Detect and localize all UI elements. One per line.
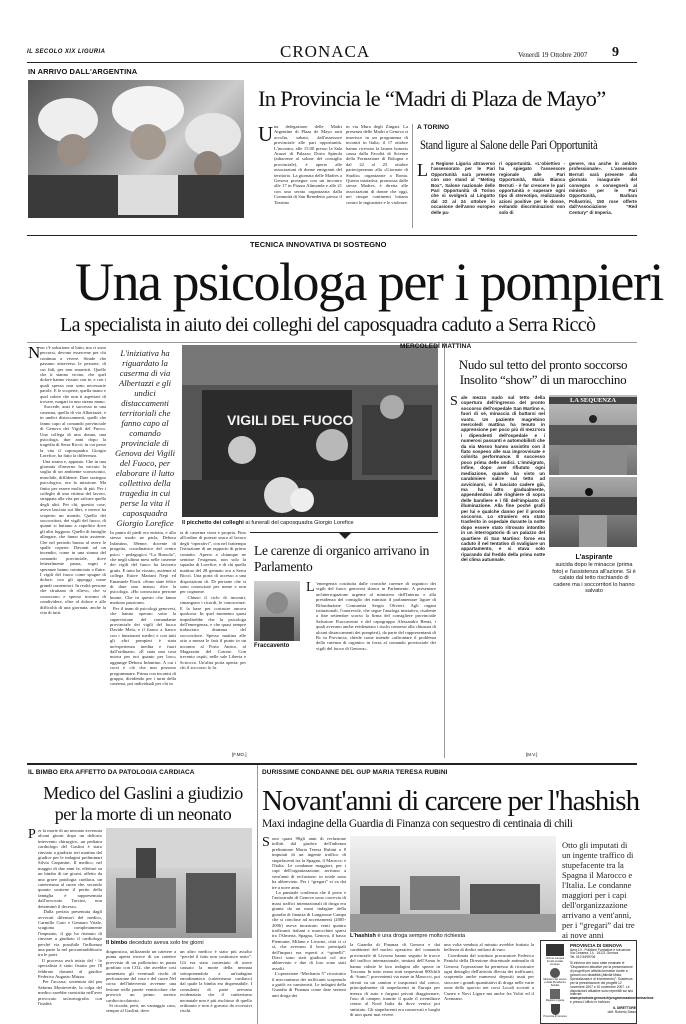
firetruck-graphic — [182, 345, 438, 517]
parlamento-body: 'emergenza costituita dalle croniche carenze di organico dei vigili del fuoco genovesi sbarca in Parlamento. A presentare un'interrogazione urgente al ministero dell'Interno e alla presidenza del consiglio dei ministri il parlamentare ligure di Rifondazione Comunista Sergio Olivieri. Agli organi istituzionali, l'onorevole, che segue l'analoga iniziativa, risalente a fine settembre scorso la firma del consigliere provinciale Salvatore Fraccavento e del capogruppo Alessandro Benzi, i quali avevano anche evidenziato i rischi connessi alla chiusura di alcuni distaccamenti dei pompieri), da parte del rappresentanti di Rc in Provincia, chiede come intende «affrontare il problema della carenza di organico in forza al comando provinciale dei vigili del fuoco di Genova». — [316, 581, 438, 651]
sequenza-caption — [551, 553, 637, 595]
story1-kicker: IN ARRIVO DALL'ARGENTINA — [28, 67, 138, 76]
firefighters-caption — [182, 520, 438, 526]
sequenza-label: LA SEQUENZA — [549, 397, 637, 404]
hashish-photo — [350, 836, 556, 932]
ad-dept: Area 10 - Politiche Formative e Istruzione — [570, 947, 631, 952]
story2-col3: ta di caserma viera e propria. Fino all'ordine di poterai seara al lavoro degli “operativi”, con nel frattempo l'istruzione di un rapporto di primo contatto. Aperto a chiunque ne sentisse l'esigenza, non solo la squadra di Lorefice, e di chi quella mattina del 28 gennaio era a Serra Riccò. Una porta di accesso a una disposizioni di. Di persone che si sono conosciute per nome e non per cognome. Chiuso il ciclo di incontri, rimangono i ricordi, le conoscenze. E la base per costruire ancora qualcosa. In quel momento quasi impedirebbe che la psicologa dell'emergenza, e che quasi sempre tralasciato dramma del soccorritore. Spesso mattina alle otto a mezza le farà il punto in un incontro al Porto Antico, al Magazzini del Cotone. Con trecento ospiti, nelle sale Liberta e Scirocco. Un'altra porta aperta; per chi il soccorso lo fa. — [180, 530, 246, 671]
story4-pullquote: Otto gli imputati di un ingente traffico di stupefacente tra la Spagna il Marocco e l'Italia. Le condanne maggiori per i capi dell'organizzazione arrivano a vent'anni, per i “gregari” dai tre ai nove anni — [562, 840, 635, 940]
sequenza-kicker: MERCOLEDÌ MATTINA — [400, 343, 472, 350]
story2-quote: L'iniziativa ha riguardato la caserma di via Albertazzi e gli undici distaccamenti territoriali che fanno capo al comando provinciale di Genova dei Vigili del Fuoco, per elaborare il lutto collettivo della tragedia in cui perse la vita il caposquadra Giorgio Lorefice — [115, 348, 175, 528]
section-title: CRONACA — [280, 42, 371, 61]
story2-headline: Una psicologa per i pompieri — [75, 252, 663, 312]
ad-address: Via Cesarea, 14 - 16121 Genova — [570, 951, 619, 956]
story2-kicker: TECNICA INNOVATIVA DI SOSTEGNO — [250, 240, 387, 249]
hashish-caption — [350, 933, 556, 939]
story4-subhead: Maxi indagine della Guardia di Finanza con sequestro di centinaia di chili — [262, 818, 573, 830]
fraccavento-name: Fraccavento — [254, 643, 290, 649]
ad-logo1: Unione europea Fondo sociale europeo — [545, 957, 565, 966]
ministry-emblem-icon — [550, 968, 560, 978]
ad-logo-column — [543, 943, 567, 1023]
torino-col2: ri opportunità. «L'obiettivo - ha spiegato l'assessore regionale alle Pari Opportunità, Maria Bianca Berruti - è far crescere le pari opportunità e superare ogni tipo di stereotipo, realizzando azioni positive per le donne, evitando discriminazioni non solo di — [499, 161, 567, 215]
sequenza-photo-2 — [549, 477, 637, 547]
sequenza-signature: [M.V.] — [526, 752, 538, 757]
page-date: Venerdì 19 Ottobre 2007 — [518, 51, 588, 59]
story1-headline: In Provincia le “Madri di Plaza de Mayo” — [258, 86, 606, 111]
gaslini-caption — [106, 940, 252, 946]
truck-text: VIGILI DEL FUOCO — [227, 412, 354, 428]
hospital-graphic-2 — [549, 477, 637, 547]
story4-col3: una volta venduta al minuto avrebbe fruttato la bellezza di dodici milioni di euro. Coordinata dal sostituto procuratore Federico Panichi della Direzione distrettuale antimafia di Genova, l'operazione ha permesso di ricostruire ogni dettaglio dell'attività illecita dei trafficanti, scoprendo anche numerosi depositi usati per stoccare i grandi quantitativi di droga nelle varie zone dello spaccio nei corsi Locali scovati a Cuneo e Novi Ligure ma anche fra Voltri ed il Arenzano. — [444, 942, 534, 1002]
story3-dropcap: P — [28, 827, 36, 842]
story2-col1: on c'è soluzione al lutto, ma ci sono percorsi, devono essercene per chi continua a vivere. Strade che passano attraverso le persone, di cui fidi, per non smarrirti. Quelle che ti stanno vicino, che quel dolore hanno vissuto con te, e con i quali spesso non sono necessarie parole. E le scoperte, quella mano e quel calore che non ti aspettavi di trovare, magari in uno strano mano. Succede, anzi è successo in una caserma, quella di via Albertazzi, e in undici distaccamenti, quelli che fanno capo al comando provinciale di Genova dei Vigili del Fuoco. Una collega di una donna, una psicologa, due anni dopo la tragedia di Serra Riccò, in cui perse la vita il caposquadra Giorgio Lorefice, ha fatto la differenza. Una strana e, appunto. Che in una giornata d'inverno ha varcato la soglia di un ambiente sconosciuto, maschile, diffidente. Dare sostegno psicologico, era la missione. Ma finito per essere molto di più. Per i colleghi di una vittima del lavoro, strappata alla vita per salvare quella degli altri. Per chi, quesito cose, aveva lasciato sui libri, e invece ha scoperto un mondo. Quello dei soccorritori, dei vigili del fuoco, di quanti si buttano a capofitto dove gli altri fuggono. Quello di famiglie allargate, che fanno tutto assieme. Che nel periodo buono al avere le spalle coperte. Davanti ad un incendio, come in una stanza del comando provinciale, dove letteralmente paura, sogni e speranze hanno cominciato a fluire. I vigili del fuoco come spugne di dolore, con gli appoggi come grandi contenitori. In realtà persone che sfruttano di rilievo, che si conoscono e spesso trovano di condividere, oltre al dolore e alle difficoltà di una giornata, anche la vita di tutti. — [40, 345, 107, 615]
ad-logo3: Regione Liguria — [545, 999, 565, 1002]
story2-col2: In punta di piedi era entrata, e allo stesso modo ne parla, Debora Infantino, 38enne, docente di progetto, coordinatrice del centro psico - pedagogico “La Bussola”, che negli ultimi mesi nelle caserme dei vigili del fuoco ha lavorato gratis. E tutto ha vissuto, assieme al collega Ettore Mariani Nepi ed Emanuele Fiorit. «Sono state felice di dare una mano» dice la psicologa. «Ho conosciuto persone buone. Che in questo che fanno mettono passione». Per il team di psicologi genovesi, che hanno operato sotto la supervisione del comandante provinciale dei vigili del fuoco Davide Meta, e il fianco a fianco con i funzionari medici e con tutti gli altri pompieri è stata un'esperienza inedita e fuori dall'ordinario. «È stata una cosa nuova per noi quanto per loro» aggiunge Debora Infantino. A cui i corsi e ciò che non possono programmare. Prima con incontri di gruppo, dividendo per i turni della caserma, poi individuali per chi in — [110, 530, 176, 687]
sequenza-body: ale mezzo nudo sul tetto della copertura dell'ingresso del pronto soccorso dell'ospedale San Martino e, fuori di sé, minaccia di buttarsi nel vuoto. Un paziente magrebino mercoledì mattina ha tenuto in apprensione per poco più di mezz'ora i dipendenti dell'ospedale e i numerosi passanti e automobilisti che da via Mosso hanno assistito con il fiato sospeso alle sua improvvisate e colorita performance. È successo poco prima delle undici. L'immigrato, infine, dopo aver rifiutato ogni mediazione, quando ha visto un carabiniere salire sul tetto ad avvicinarsi, si è lasciato cadere giù, ma ha fatto gradualmente, appendendosi alle ringhiere di sopra delle bandiere e i fili dell'impianto di illuminazione. Alla fine poché grafii per lui e qualche danno per il pronto soccorso. Lo straniero era stato trasferito in ospedale durante la notte dopo essere stato ritrovato intontito in un interrogatorio di un palazzo del quartiere di San Martino: forse era caduto il nel tentativo di svaligiare un appartamento, e si stava solo riparando dal freddo della prima notte del clima autunnale. — [461, 395, 547, 563]
torino-col1: a Regione Liguria attraverso l'assessorato per le Pari Opportunità sarà presente con uno stand al “Meting Box”, Salone nazionale delle Pari Opportunità di Torino che si svolgerà al Lingotto dal 22 al 24 ottobre in occasione dell'anno europeo delle pa- — [431, 161, 497, 215]
torino-headline: Stand ligure al Salone delle Pari Opportunità — [420, 138, 598, 152]
gaslini-caption-text: deceduto aveva solo tre giorni — [127, 940, 204, 946]
provincia-ad — [540, 940, 654, 1024]
sequenza-photo-1 — [549, 395, 637, 475]
sequenza-caption-bold: L'aspirante — [575, 554, 613, 561]
story4-col2: la Guardia di Finanza di Genova e dai carabinieri del nucleo operativo del comando provinciale di Livorno hanno seguito le tracce del traffico internazionale, rimitati dell'Arma le hanno ridotte le loro indagini alle spezie in Toscana. In tutto erano stati sequestrati 800chili di “fumo”, provenienti via mare in Marocco, poi stivati su un camion e trasportati dal carico, principalmente di stupefacenti in Europa per mezzo di auto e furgoni privati diaggiornare, l'uso di camper, tramite il quale il rivenditore centro al Nord Italia da dove veniva poi smistato. Gli stupefacenti era conservati e luoghi di non quasi mai vivere. — [350, 942, 442, 1018]
ad-org: PROVINCIA DI GENOVA — [570, 943, 623, 948]
sequenza-dropcap: S — [450, 394, 458, 409]
sequenza-caption-text: suicida dopo le minacce (prima foto) e l'assistenza all'azione. Si è calato dal tetto rischiando di cadere ma i soccorritori lo hanno salvato — [552, 562, 636, 595]
ad-logo2: Ministero del Lavoro e della Previdenza Sociale — [543, 978, 567, 987]
story4-headline: Novant'anni di carcere per l'hashish — [262, 785, 640, 817]
parlamento-dropcap: L — [306, 580, 315, 595]
fraccavento-photo — [254, 581, 300, 641]
regione-icon — [550, 989, 560, 999]
ad-body: Si informa che sono state emanate le “Disposizioni attuative per la presentazione di progetti per attività formative rivolte a giovani con disabilità (Attività Misia, Specializzata e di Inserimento)”. Scadenza per la presentazione dei progetti 12 novembre 2007 e 10 novembre 2007. Le disposizioni attuative sono reperibili sul sito Internet: — [570, 961, 634, 997]
gaslini-photo — [106, 828, 252, 938]
story1-dropcap: U — [258, 122, 274, 146]
torino-kicker: A TORINO — [417, 124, 450, 131]
hospital-room-graphic — [106, 828, 252, 938]
firefighters-photo — [182, 345, 438, 517]
ad-director-label: IL DIRETTORE — [613, 1006, 636, 1011]
torino-col3: genere, ma anche in ambito professionale». L'assessore Berruti sarà presente alla giornata inaugurale del convegno e consegnerà al ministro per le Pari Opportunità, Barbara Pollastrini, 150 rose offerte dall'Associazione “Red Century” di Imperia. — [569, 161, 639, 215]
story4-col1: ono quasi 90gli anni di reclusione inflitti dal giudice dell'udienza preliminare Maria Teresa Rubini a 8 imputati di un ingente traffico di stupefacenti tra la Spagna, il Marocco e l'Italia. Le condanne maggiori, per i capi dell'organizzazione, arrivano a vent'anni di reclusione; in totale sono ha abbreviato. Per i “gregari” si va dai tre a nove anni. La puntuale conferma che il porto e l'autostrada di Genova sono crocevia di maxi traffici internazionali di droga era giunta da un maxi indagine della guardia di finanza di Lungarone Campa che si concluse ad accertamenti (2005-2006) aveva incastrato venti quattro trafficanti italiani e marocchini sparsi tra l'Almeria, Spagna, Genova, il basso Piemonte, Milano e Livorno, città ci ci si, che avevano il boss principali dell'import era esperti a “spinelli”. Dieci sono stati giudicati col rito abbreviato e due di loro sono stati assolti. L'operazione “Mechanix 5” ricostruito il meccanismo dei trafficanti scoprendo a guidi: ex camionisti. Le indagini della Guardia di Finanza come date sezioni anti droga dei — [272, 836, 347, 998]
ad-tel: Tel. 010 5499706 — [570, 955, 596, 960]
story1-col1: na delegazione delle Madri Argentine di Plaza de Mayo sarà accolta, sabato, dall'assessore provinciale alle pari opportunità. L'incontro, alle 15.00 presso la Sala Arazzi di Palazzo Doria Spinola (adiacente al salone del consiglio provinciale), è aperto alle associazioni di donne emigranti del territorio. La giornata delle Madres a Genova prosegue con un incontro alle 17 in Piazza Alimonda e alle 21 con una serata organizzata dalla Comunità di San Benedetto presso il Teatrino — [274, 124, 344, 205]
caption-bold: Il picchetto dei colleghi — [182, 520, 244, 526]
hashish-caption-bold: L'hashish — [350, 933, 376, 939]
sequenza-headline: Nudo sul tetto del pronto soccorso Insolito “show” di un marocchino — [458, 357, 628, 387]
women-photo-graphic — [28, 80, 244, 218]
parlamento-box — [250, 532, 438, 756]
eu-flag-icon — [546, 944, 564, 956]
hashish-caption-text: è una droga sempre molto richiesta — [375, 933, 466, 939]
story1-col2: in via Mura degli Zingari. La presenza delle Madri a Genova si inserisce in un programma di incontri in Italia; il 17 ottobre hanno ricevuto la laurea honoris causa dalla Facoltà di Scienze della Formazione di Bologna e dal 22 al 25 ottobre parteciperanno alla «Giornate di Studio» organizzate a Roma. Questa iniziativa, promossa dalle stesse Madres, è diretta alle associazioni di donne che oggi, nei cinque continenti lottano contro le ingiustizie e le violenze. — [346, 124, 410, 205]
ad-contact: e presso l'ufficio in indirizzo — [570, 1000, 610, 1005]
caption-text: ai funerali del caposquadra Giorgio Lorefice — [243, 520, 354, 526]
story3-col1: er la morte di un neonato avvenuta alcuni giorni dopo un delicato intervento chirurgico, un pediatra cardiologo del Gaslini è stato rinviato a giudizio ieri mattina dal giudice per le indagini preliminari Silvia Carpanini. Il medico, nel maggio di due anni fa, effettuò su un bimbo di tre giorni, affetto da una grave patologia cardiaca, un cateterismo al cuore che, secondo quanto sostiene il perito della famiglia è rappresentata dall'avvocato Taccini, non determinò il decesso. Dalla perizia presentata dagli avvocati difensori del medico, Carmillo Curo e Gennaro Vitale, scagiona completamente l'imputato, il gip ha ritenuto di rinviare a giudizio il cardiologo perché via possibile l'influenza una parte la nel procontraddittorio tra le parti. Il processo avrà inizio del - lo specialista è stato fissato per l'8 febbraio davanti al giudice Federico Augusto Mazza. Per l'accusa, sostenuta dal pm Sabrina Monteverde, la colpa del medico sarebbe consistita nell'aver provocato un'aortografia con l'inalità — [38, 828, 103, 1006]
gaslini-caption-bold: Il bimbo — [106, 940, 128, 946]
portrait-graphic — [254, 581, 300, 641]
hospital-graphic-1 — [549, 395, 637, 475]
madri-photo — [28, 80, 244, 218]
torino-dropcap: L — [417, 160, 428, 180]
story3-headline: Medico del Gaslini a giudizio per la morte di un neonato — [43, 783, 243, 824]
story2-signature: [F.MO.] — [232, 752, 247, 757]
hashish-graphic — [350, 836, 556, 932]
parlamento-headline: Le carenze di organico arrivano in Parlamento — [254, 543, 430, 574]
box-arrow-icon — [338, 532, 352, 539]
masthead-logo: IL SECOLO XIX LIGURIA — [27, 49, 106, 55]
story3-col3: un altro medico è stato più assolto “perché il fatto non costituisce reato”. Gli era stato contestato di avere causato la morte della neonata sottoponendola a un'indagine emodinamica (cateterismo cardiaco) dal quale la bimba era dispensabile. I consulenti di parte avevano evidenziato che il cateterismo neonatale non è più rischioso di quello ordinario e non è gravato da eccessivi rischi. — [180, 949, 254, 1014]
ad-link[interactable]: www.provincia.genova.it/programmazioneformazione — [570, 996, 654, 1001]
ad-logo4: Provincia di Genova — [543, 1015, 567, 1018]
story3-col2: diagnostica, utilizzando un catetere a punta aperta invece di un catetere provvisto di un palloncino in punta gonfiato con CO2, che avrebbe così aumentato gli eventuali rischi di perforazione del vaso e del cuore Nel corso dell'intervento avvenne una lesione nella parete ventricolare che provocò un primo arresto cardiocircolatorio. Si ricorda, però, un vantaggio caso, sempre al Gaslini, dove — [106, 949, 177, 1014]
story2-dropcap: N — [28, 343, 41, 362]
ad-text — [570, 943, 654, 1023]
story4-dropcap: S — [262, 835, 270, 850]
story3-kicker: IL BIMBO ERA AFFETTO DA PATOLOGIA CARDIACA — [28, 769, 195, 776]
page-number: 9 — [612, 45, 619, 60]
story2-subhead: La specialista in aiuto dei colleghi del caposquadra caduto a Serra Riccò — [60, 314, 596, 336]
story4-kicker: DURISSIME CONDANNE DEL GUP MARIA TERESA RUBINI — [262, 769, 448, 776]
provincia-shield-icon — [551, 1004, 560, 1015]
ad-director: dott. Roberto Diaso — [607, 1010, 636, 1015]
